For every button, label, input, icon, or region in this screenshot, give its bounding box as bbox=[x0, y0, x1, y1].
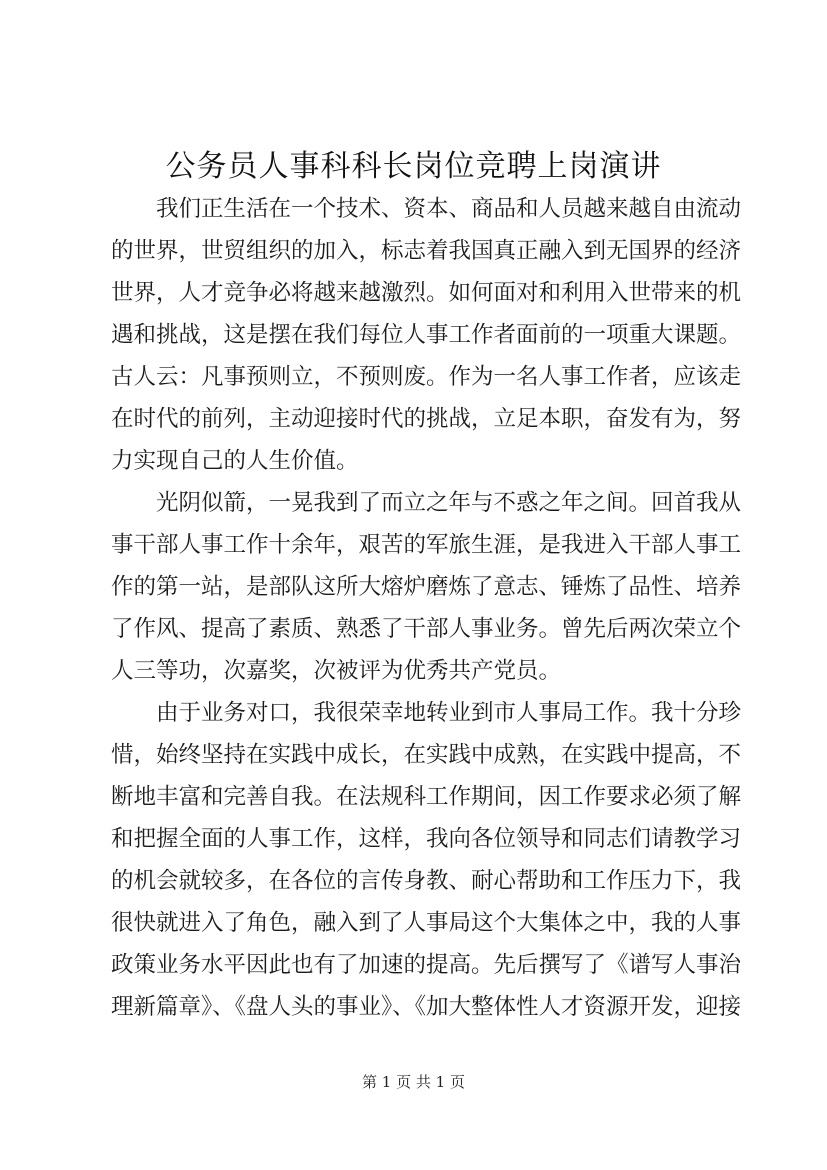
body-line: 和把握全面的人事工作，这样，我向各位领导和同志们请教学习 bbox=[111, 826, 742, 852]
page-footer: 第 1 页 共 1 页 bbox=[362, 1073, 465, 1091]
body-line: 世界，人才竞争必将越来越激烈。如何面对和利用入世带来的机 bbox=[111, 280, 742, 306]
document-body bbox=[111, 188, 742, 1028]
body-line: 人三等功，次嘉奖，次被评为优秀共产党员。 bbox=[111, 658, 562, 684]
body-line: 古人云：凡事预则立，不预则废。作为一名人事工作者，应该走 bbox=[111, 364, 742, 390]
body-line: 我们正生活在一个技术、资本、商品和人员越来越自由流动 bbox=[111, 196, 742, 222]
body-line: 作的第一站，是部队这所大熔炉磨炼了意志、锤炼了品性、培养 bbox=[111, 574, 742, 600]
body-line: 理新篇章》、《盘人头的事业》、《加大整体性人才资源开发，迎接 bbox=[111, 994, 742, 1020]
body-line: 事干部人事工作十余年，艰苦的军旅生涯，是我进入干部人事工 bbox=[111, 532, 742, 558]
body-line: 惜，始终坚持在实践中成长，在实践中成熟，在实践中提高，不 bbox=[111, 742, 742, 768]
body-line: 了作风、提高了素质、熟悉了干部人事业务。曾先后两次荣立个 bbox=[111, 616, 742, 642]
body-line: 很快就进入了角色，融入到了人事局这个大集体之中，我的人事 bbox=[111, 910, 742, 936]
body-line: 断地丰富和完善自我。在法规科工作期间，因工作要求必须了解 bbox=[111, 784, 742, 810]
body-line: 在时代的前列，主动迎接时代的挑战，立足本职，奋发有为，努 bbox=[111, 406, 742, 432]
body-line: 由于业务对口，我很荣幸地转业到市人事局工作。我十分珍 bbox=[111, 700, 742, 726]
body-line: 力实现自己的人生价值。 bbox=[111, 448, 359, 474]
body-line: 光阴似箭，一晃我到了而立之年与不惑之年之间。回首我从 bbox=[111, 490, 742, 516]
body-line: 遇和挑战，这是摆在我们每位人事工作者面前的一项重大课题。 bbox=[111, 322, 742, 348]
body-line: 的机会就较多，在各位的言传身教、耐心帮助和工作压力下，我 bbox=[111, 868, 742, 894]
document-title: 公务员人事科科长岗位竞聘上岗演讲 bbox=[165, 149, 662, 184]
body-line: 政策业务水平因此也有了加速的提高。先后撰写了《谱写人事治 bbox=[111, 952, 742, 978]
body-line: 的世界，世贸组织的加入，标志着我国真正融入到无国界的经济 bbox=[111, 238, 742, 264]
